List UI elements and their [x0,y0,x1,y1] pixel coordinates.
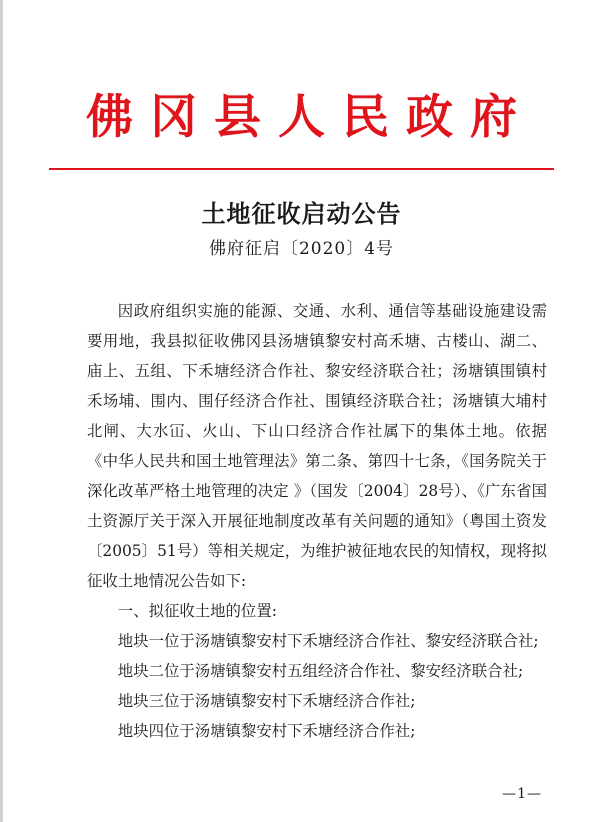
plot-2-paragraph: 地块二位于汤塘镇黎安村五组经济合作社、黎安经济联合社; [117,662,524,680]
document-number: 佛府征启〔2020〕4号 [208,239,395,259]
notice-body [87,296,547,746]
plot-4-paragraph: 地块四位于汤塘镇黎安村下禾塘经济合作社; [117,722,416,740]
plot-1-paragraph: 地块一位于汤塘镇黎安村下禾塘经济合作社、黎安经济联合社; [117,632,539,650]
plot-3-paragraph: 地块三位于汤塘镇黎安村下禾塘经济合作社; [117,692,416,710]
issuing-authority-header: 佛冈县人民政府 [86,90,534,145]
page-number: —1— [502,786,542,802]
intro-paragraph: 因政府组织实施的能源、交通、水利、通信等基础设施建设需要用地，我县拟征收佛冈县汤塘镇黎安村高禾塘、古楼山、湖二、庙上、五组、下禾塘经济合作社、黎安经济联合社；汤塘镇围镇村禾场埔、围内、围仔经济合作社、围镇经济联合社；汤塘镇大埔村北闸、大水冚、火山、下山口经济合作社属下的集体土地。依据《中华人民共和国土地管理法》第二条、第四十七条，《国务院关于深化改革严格土地管理的决定 》（国发〔2004〕28号）、《广东省国土资源厅关于深入开展征地制度改革有关问题的通知》（粤国土资发〔2005〕51号）等相关规定，为维护被征地农民的知情权，现将拟征收土地情况公告如下: [87,302,547,590]
section-heading-location: 一、拟征收土地的位置: [117,602,277,620]
notice-title: 土地征收启动公告 [201,199,402,228]
header-divider [49,168,554,170]
